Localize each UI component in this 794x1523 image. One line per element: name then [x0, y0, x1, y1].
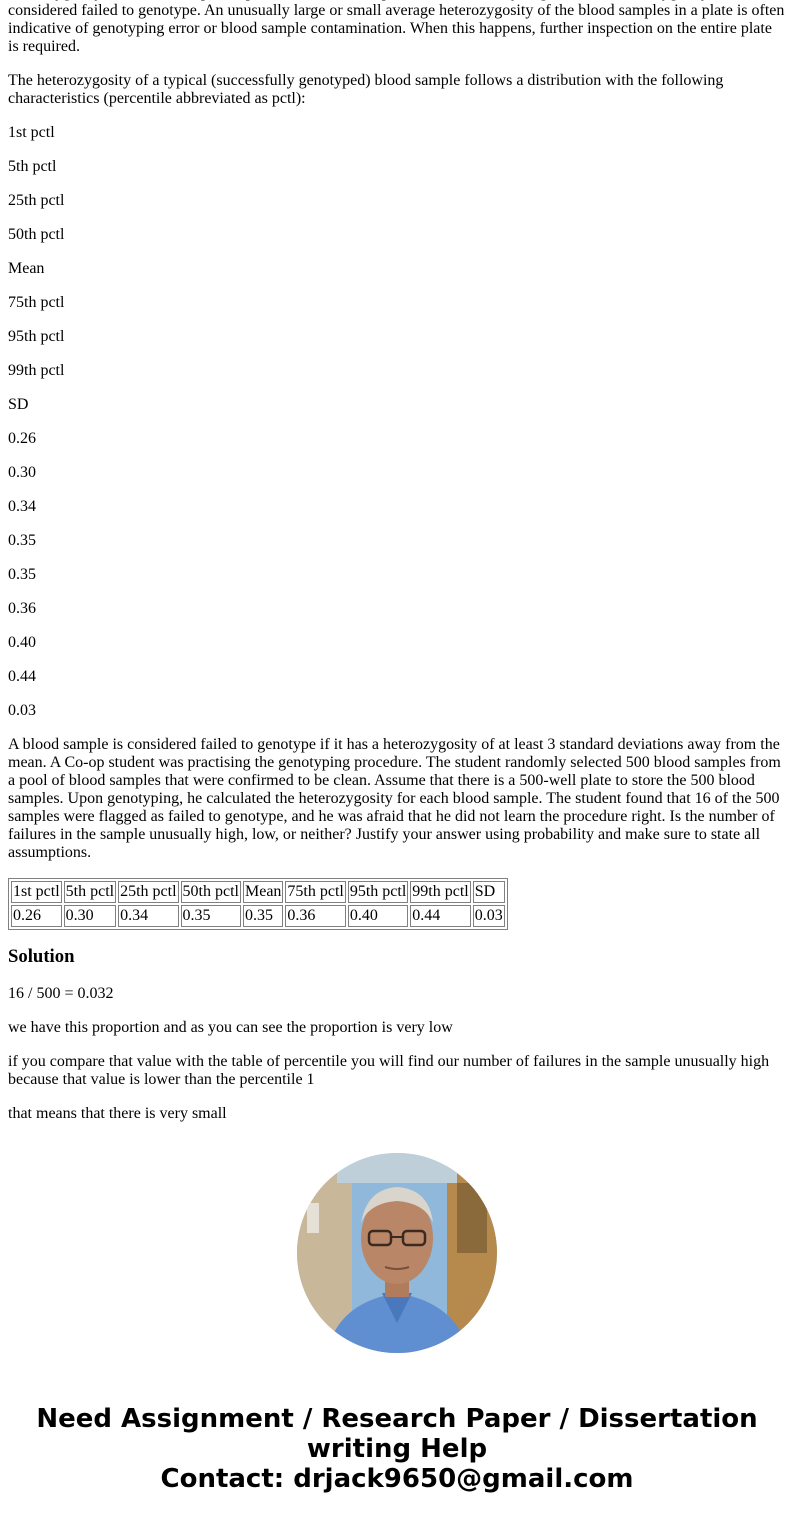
- stat-label: 25th pctl: [8, 192, 65, 209]
- table-cell: 99th pctl: [410, 881, 470, 903]
- stat-label: SD: [8, 396, 29, 413]
- table-cell: 75th pctl: [285, 881, 345, 903]
- stat-value: 0.44: [8, 668, 36, 685]
- stat-value: 0.34: [8, 498, 36, 515]
- document-body: [8, 0, 786, 1139]
- promo-line: writing Help: [306, 1434, 488, 1464]
- table-cell: SD: [473, 881, 505, 903]
- stat-value-list: [8, 430, 786, 720]
- stat-label: Mean: [8, 260, 45, 277]
- table-row: [11, 905, 505, 927]
- solution-line: we have this proportion and as you can see the proportion is very low: [8, 1019, 453, 1036]
- stat-value: 0.03: [8, 702, 36, 719]
- intro-paragraph-1: considered failed to genotype. An unusually large or small average heterozygosity of the blood samples in a plate is often indicative of genotyping error or blood sample contamination. When this happens, further inspection on the entire plate is required.: [8, 2, 785, 55]
- question-paragraph: A blood sample is considered failed to genotype if it has a heterozygosity of at least 3 standard deviations away from the mean. A Co-op student was practising the genotyping procedure. The student randomly selected 500 blood samples from a pool of blood samples that were confirmed to be clean. Assume that there is a 500-well plate to store the 500 blood samples. Upon genotyping, he calculated the heterozygosity for each blood sample. The student found that 16 of the 500 samples were flagged as failed to genotype, and he was afraid that he did not learn the procedure right. Is the number of failures in the sample unusually high, low, or neither? Justify your answer using probability and make sure to state all assumptions.: [8, 736, 781, 861]
- stat-label: 75th pctl: [8, 294, 65, 311]
- intro-paragraph-2: The heterozygosity of a typical (successfully genotyped) blood sample follows a distribution with the following characteristics (percentile abbreviated as pctl):: [8, 72, 724, 107]
- stat-label: 5th pctl: [8, 158, 57, 175]
- table-cell: 50th pctl: [181, 881, 241, 903]
- table-cell: 5th pctl: [64, 881, 116, 903]
- stat-value: 0.30: [8, 464, 36, 481]
- stat-label-list: [8, 124, 786, 414]
- table-cell: 0.26: [11, 905, 62, 927]
- avatar: [297, 1153, 497, 1353]
- stat-value: 0.35: [8, 532, 36, 549]
- table-cell: 0.35: [181, 905, 241, 927]
- table-cell: 95th pctl: [348, 881, 408, 903]
- solution-line: that means that there is very small: [8, 1105, 227, 1122]
- table-cell: 1st pctl: [11, 881, 62, 903]
- stat-label: 99th pctl: [8, 362, 65, 379]
- table-cell: 0.36: [285, 905, 345, 927]
- stat-value: 0.40: [8, 634, 36, 651]
- table-cell: 0.40: [348, 905, 408, 927]
- solution-line: if you compare that value with the table of percentile you will find our number of failures in the sample unusually high because that value is lower than the percentile 1: [8, 1053, 770, 1088]
- table-cell: 0.35: [243, 905, 283, 927]
- stat-label: 95th pctl: [8, 328, 65, 345]
- promo-contact: Contact: drjack9650@gmail.com: [160, 1464, 634, 1494]
- promo-line: Need Assignment / Research Paper / Dissertation: [36, 1404, 758, 1434]
- table-cell: 25th pctl: [118, 881, 178, 903]
- stat-label: 50th pctl: [8, 226, 65, 243]
- stat-label: 1st pctl: [8, 124, 55, 141]
- table-cell: 0.03: [473, 905, 505, 927]
- table-header-row: [11, 881, 505, 903]
- table-cell: Mean: [243, 881, 283, 903]
- table-cell: 0.30: [64, 905, 116, 927]
- tutor-photo: [297, 1153, 497, 1353]
- stat-value: 0.36: [8, 600, 36, 617]
- solution-heading: Solution: [8, 946, 75, 967]
- table-cell: 0.44: [410, 905, 470, 927]
- table-cell: 0.34: [118, 905, 178, 927]
- solution-line: 16 / 500 = 0.032: [8, 985, 114, 1002]
- percentile-table: [8, 878, 508, 930]
- stat-value: 0.35: [8, 566, 36, 583]
- promo-banner: [0, 1404, 794, 1494]
- stat-value: 0.26: [8, 430, 36, 447]
